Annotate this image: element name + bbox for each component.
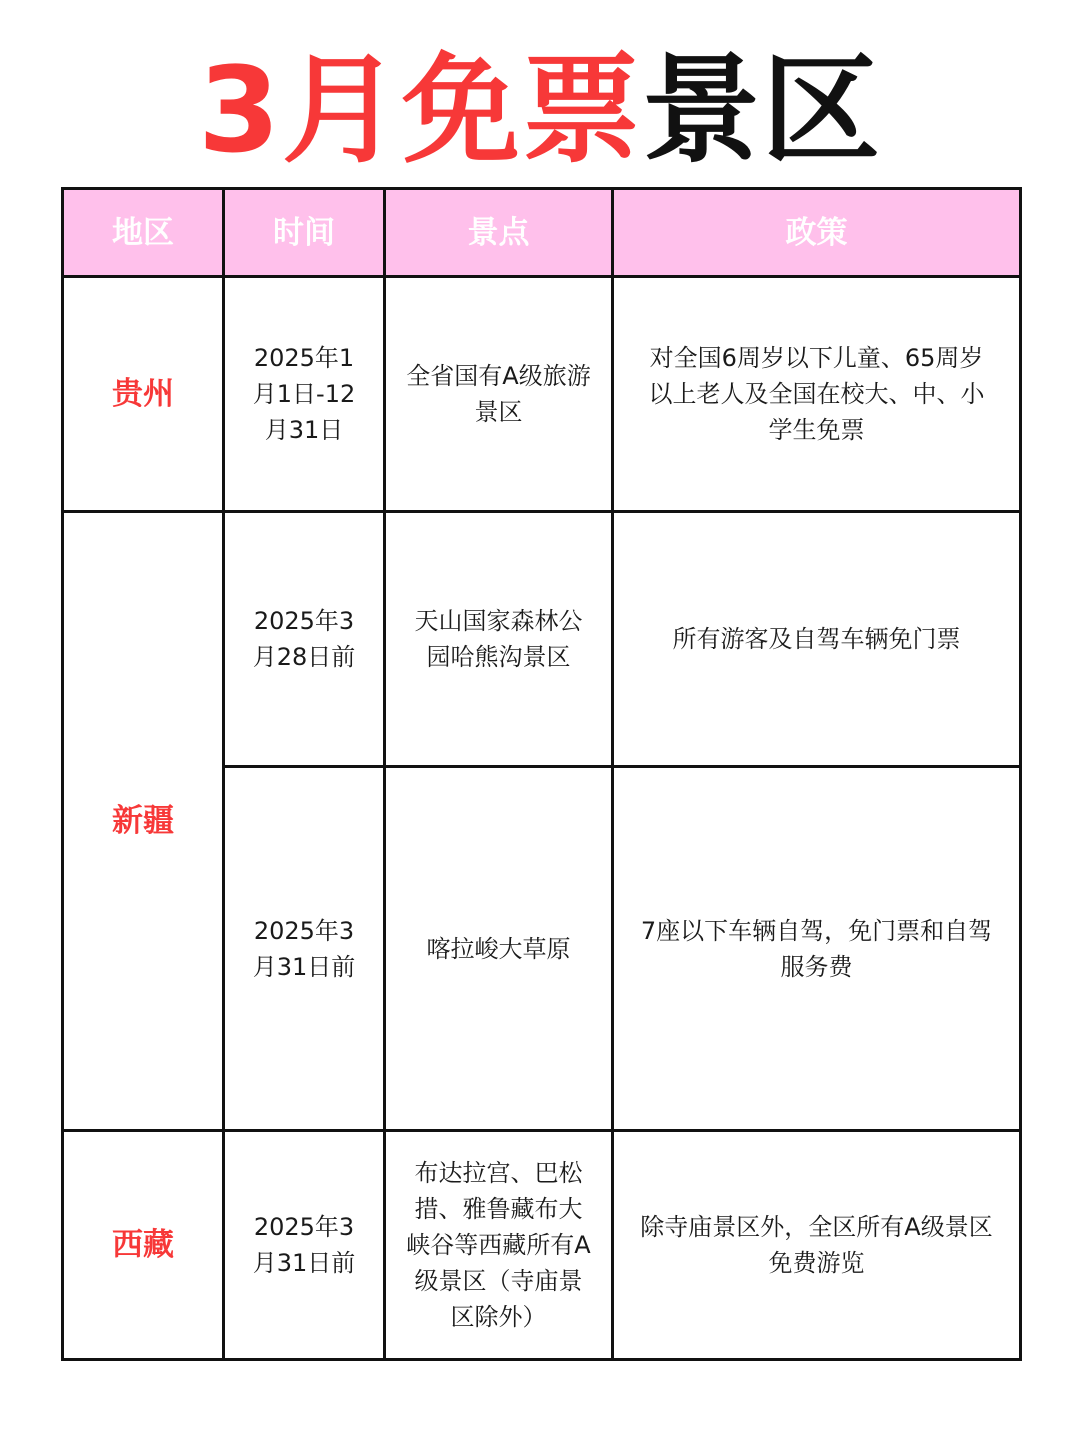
title-rest: 景区	[642, 41, 883, 179]
table-row	[63, 512, 1021, 767]
policy-cell: 对全国6周岁以下儿童、65周岁以上老人及全国在校大、中、小学生免票	[613, 277, 1021, 512]
table-row	[63, 1131, 1021, 1360]
policy-cell: 所有游客及自驾车辆免门票	[613, 512, 1021, 767]
region-cell: 贵州	[63, 277, 224, 512]
header-policy: 政策	[613, 189, 1021, 277]
time-cell: 2025年3月31日前	[224, 767, 385, 1131]
policy-cell: 7座以下车辆自驾，免门票和自驾服务费	[613, 767, 1021, 1131]
spot-cell: 喀拉峻大草原	[385, 767, 613, 1131]
title-highlight: 3月免票	[197, 41, 643, 179]
region-cell: 西藏	[63, 1131, 224, 1360]
policy-cell: 除寺庙景区外，全区所有A级景区免费游览	[613, 1131, 1021, 1360]
header-spot: 景点	[385, 189, 613, 277]
time-cell: 2025年3月28日前	[224, 512, 385, 767]
region-cell: 新疆	[63, 512, 224, 1131]
time-cell: 2025年3月31日前	[224, 1131, 385, 1360]
spot-cell: 全省国有A级旅游景区	[385, 277, 613, 512]
page-title	[0, 40, 1080, 180]
spot-cell: 天山国家森林公园哈熊沟景区	[385, 512, 613, 767]
table-row	[63, 277, 1021, 512]
spot-cell: 布达拉宫、巴松措、雅鲁藏布大峡谷等西藏所有A级景区（寺庙景区除外）	[385, 1131, 613, 1360]
time-cell: 2025年1月1日-12月31日	[224, 277, 385, 512]
header-time: 时间	[224, 189, 385, 277]
header-region: 地区	[63, 189, 224, 277]
header-row	[63, 189, 1021, 277]
free-ticket-table	[61, 187, 1022, 1361]
